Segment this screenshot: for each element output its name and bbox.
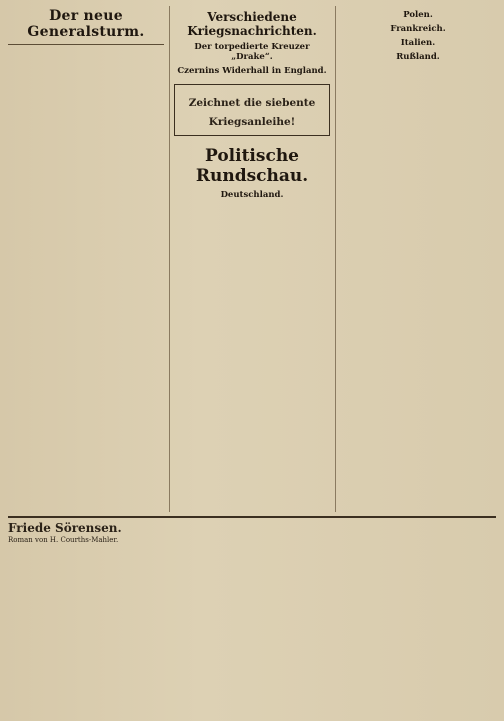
war-bond-callout xyxy=(174,84,330,136)
subheadline-czernin: Czernins Widerhall in England. xyxy=(177,66,327,76)
column-3 xyxy=(335,6,496,512)
column-2 xyxy=(169,6,330,512)
feuilleton-column xyxy=(8,521,496,717)
war-bond-callout-text: Zeichnet die siebente Kriegsanleihe! xyxy=(188,97,316,128)
subheadline-drake: Der torpedierte Kreuzer „Drake“. xyxy=(194,42,310,62)
subheadline-polen: Polen. xyxy=(403,10,433,20)
headline-kriegsnachrichten: Verschiedene Kriegsnachrichten. xyxy=(187,10,317,38)
headline-generalsturm: Der neue Generalsturm. xyxy=(27,8,145,40)
top-section xyxy=(8,6,496,512)
divider xyxy=(8,44,164,45)
subheadline-russland: Rußland. xyxy=(396,52,440,62)
serial-byline: Roman von H. Courths-Mahler. xyxy=(8,536,119,544)
feuilleton-section xyxy=(8,516,496,717)
subheadline-frankreich: Frankreich. xyxy=(390,24,446,34)
serial-title: Friede Sörensen. xyxy=(8,521,122,535)
headline-politische-rundschau: Politische Rundschau. xyxy=(195,146,309,186)
subheadline-deutschland: Deutschland. xyxy=(220,190,284,200)
subheadline-italien: Italien. xyxy=(400,38,436,48)
column-1 xyxy=(8,6,164,512)
